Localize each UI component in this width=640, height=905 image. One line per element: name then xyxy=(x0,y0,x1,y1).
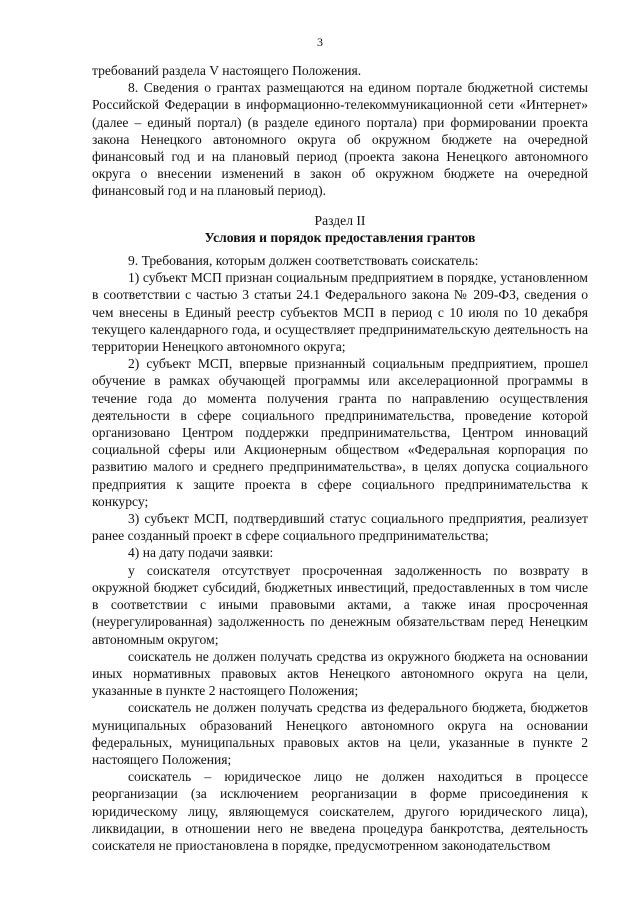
paragraph-subitem-1: 1) субъект МСП признан социальным предприятием в порядке, установленном в соответствии с частью 3 статьи 24.1 Федерального закона № 209-ФЗ, сведения о чем внесены в Единый реестр субъектов МСП в период с 10 июля по 10 декабря текущего календарного года, и осуществляет предпринимательскую деятельность на территории Ненецкого автономного округа; xyxy=(92,270,588,355)
paragraph-continuation: требований раздела V настоящего Положения. xyxy=(92,63,362,78)
section-label: Раздел II xyxy=(314,212,366,228)
paragraph-requirement-regional-funds: соискатель не должен получать средства из окружного бюджета на основании иных нормативных правовых актов Ненецкого автономного округа на цели, указанные в пункте 2 настоящего Положения; xyxy=(92,648,588,699)
document-body xyxy=(92,62,588,854)
section-heading xyxy=(92,212,588,246)
paragraph-subitem-2: 2) субъект МСП, впервые признанный социальным предприятием, прошел обучение в рамках обучающей программы или акселерационной программы в течение года до момента получения гранта по направлению осуществления деятельности в сфере социального предпринимательства, проведение которой организовано Центром поддержки предпринимательства, Центром инноваций социальной сферы или Акционерным обществом «Федеральная корпорация по развитию малого и среднего предпринимательства», в целях допуска социального предприятия к защите проекта в сфере социального предпринимательства к конкурсу; xyxy=(92,356,588,509)
paragraph-requirement-reorganization: соискатель – юридическое лицо не должен находиться в процессе реорганизации (за исключением реорганизации в форме присоединения к юридическому лицу, являющемуся соискателем, другого юридического лица), ликвидации, в отношении него не введена процедура банкротства, деятельность соискателя не приостановлена в порядке, предусмотренном законодательством xyxy=(92,769,588,853)
paragraph-requirement-federal-funds: соискатель не должен получать средства из федерального бюджета, бюджетов муниципальных образований Ненецкого автономного округа на основании федеральных, муниципальных правовых актов на цели, указанные в пункте 2 настоящего Положения; xyxy=(92,700,588,767)
paragraph-subitem-4: 4) на дату подачи заявки: xyxy=(128,545,274,561)
paragraph-subitem-3: 3) субъект МСП, подтвердивший статус социального предприятия, реализует ранее созданный проект в сфере социального предпринимательства; xyxy=(92,511,588,544)
paragraph-item-9: 9. Требования, которым должен соответствовать соискатель: xyxy=(128,253,479,269)
paragraph-item-8: 8. Сведения о грантах размещаются на едином портале бюджетной системы Российской Федерации в информационно-телекоммуникационной сети «Интернет» (далее – единый портал) (в разделе единого портала) при формировании проекта закона Ненецкого автономного округа об окружном бюджете на очередной финансовый год и на плановый период (проекта закона Ненецкого автономного округа о внесении изменений в закон об окружном бюджете на очередной финансовый год и на плановый период). xyxy=(92,80,588,199)
section-title: Условия и порядок предоставления грантов xyxy=(204,229,476,245)
page-number: 3 xyxy=(317,35,323,49)
paragraph-requirement-debt: у соискателя отсутствует просроченная задолженность по возврату в окружной бюджет субсидий, бюджетных инвестиций, предоставленных в том числе в соответствии с иными правовыми актами, а также иная просроченная (неурегулированная) задолженность по денежным обязательствам перед Ненецким автономным округом; xyxy=(92,562,588,647)
